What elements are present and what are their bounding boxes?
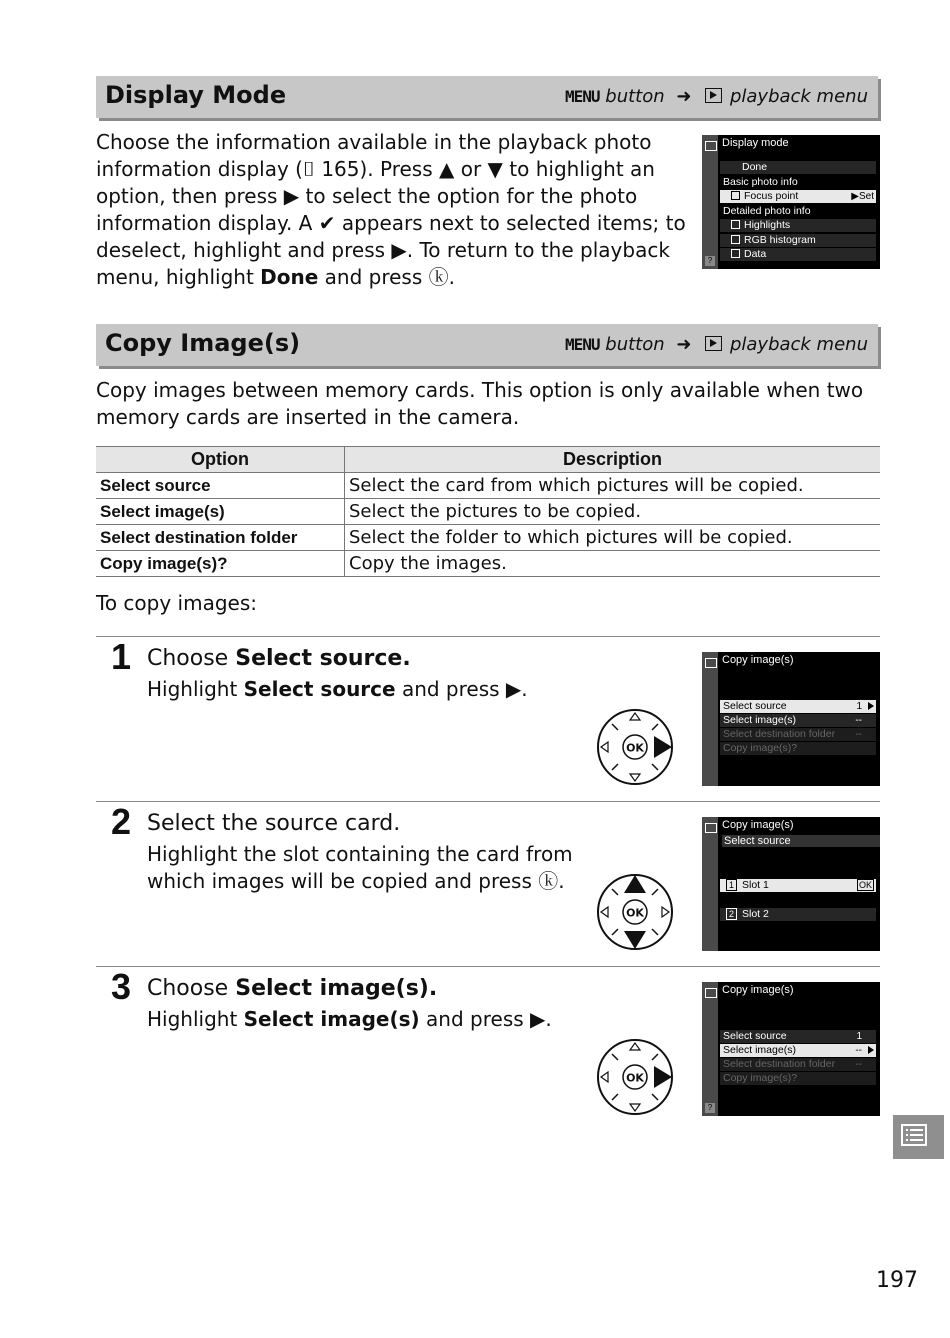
menu-word: MENU <box>565 335 600 354</box>
select-source-row <box>720 700 876 713</box>
body-line: information display. A ✔ appears next to selected items; to <box>96 211 686 235</box>
step-text <box>147 676 528 703</box>
screen-title: Copy image(s) <box>722 984 794 996</box>
playback-icon <box>705 988 717 998</box>
row-value: -- <box>855 715 862 726</box>
row-label: Copy image(s)? <box>723 742 798 754</box>
menu-strip <box>702 817 718 951</box>
row-value: -- <box>855 1045 862 1056</box>
row-label: Select source <box>723 700 787 712</box>
select-folder-row <box>720 1058 876 1071</box>
screen-title: Copy image(s) <box>722 819 794 831</box>
text: menu, highlight <box>96 265 261 289</box>
bold-term: Select image(s) <box>243 1007 420 1031</box>
playback-menu-tab <box>893 1115 944 1159</box>
rgb-label: RGB histogram <box>744 234 816 246</box>
body-line: option, then press ▶ to select the option for the photo <box>96 184 638 208</box>
option-cell: Select destination folder <box>96 525 345 551</box>
menu-path <box>565 86 868 107</box>
bold-term: Select image(s). <box>235 976 438 1001</box>
display-mode-header <box>96 76 878 118</box>
done-term: Done <box>260 265 319 289</box>
intro-line: memory cards are inserted in the camera. <box>96 405 520 429</box>
text: Highlight <box>147 677 244 701</box>
text: and press ▶. <box>419 1007 552 1031</box>
option-cell: Copy image(s)? <box>96 551 345 577</box>
row-label: Select destination folder <box>723 728 836 740</box>
detailed-label: Detailed photo info <box>723 205 811 217</box>
select-images-row <box>720 714 876 727</box>
step-text <box>147 841 573 895</box>
step-divider <box>96 966 880 967</box>
select-images-row <box>720 1044 876 1057</box>
section-title: Display Mode <box>105 81 287 109</box>
body-line: deselect, highlight and press ▶. To return to the playback <box>96 238 670 262</box>
section-title: Copy Image(s) <box>105 329 301 357</box>
highlights-row <box>720 219 876 232</box>
row-value: -- <box>855 729 862 740</box>
rgb-row <box>720 234 876 247</box>
display-mode-screen <box>702 135 880 269</box>
step-title <box>147 976 437 1001</box>
select-folder-row <box>720 728 876 741</box>
button-text: button <box>605 86 665 107</box>
slot-2-row <box>720 908 876 921</box>
text: and press ⓚ. <box>318 265 455 289</box>
bold-term: Select source. <box>235 646 411 671</box>
text-line: which images will be copied and press ⓚ. <box>147 869 565 893</box>
table-row <box>96 525 880 551</box>
table-row <box>96 499 880 525</box>
select-source-screen <box>702 652 880 786</box>
description-cell: Select the card from which pictures will be copied. <box>345 473 881 499</box>
body-line <box>96 264 686 291</box>
step-number: 2 <box>111 801 132 842</box>
arrow-icon: ➜ <box>676 334 692 355</box>
body-line: information display (⌷ 165). Press ▲ or ▼ to highlight an <box>96 157 655 181</box>
table-header-row <box>96 447 880 473</box>
step-divider <box>96 636 880 637</box>
svg-text:OK: OK <box>626 906 644 920</box>
menu-name: playback menu <box>729 86 868 107</box>
step-title <box>147 646 411 671</box>
data-label: Data <box>744 248 767 260</box>
slot-label: Slot 2 <box>742 908 769 920</box>
description-cell: Copy the images. <box>345 551 881 577</box>
select-card-screen <box>702 817 880 951</box>
focus-point-row <box>720 190 876 203</box>
playback-icon <box>705 658 717 668</box>
text: and press ▶. <box>395 677 528 701</box>
text: Highlight <box>147 1007 244 1031</box>
display-mode-body <box>96 129 686 291</box>
step-divider <box>96 801 880 802</box>
help-icon: ? <box>705 256 715 266</box>
playback-icon <box>705 336 722 351</box>
screen-title: Display mode <box>722 137 789 149</box>
copy-images-row <box>720 742 876 755</box>
detailed-row <box>720 205 876 218</box>
menu-strip <box>702 652 718 786</box>
checkbox-icon <box>731 220 740 229</box>
step-number: 1 <box>111 636 132 677</box>
row-value: -- <box>855 1059 862 1070</box>
button-text: button <box>605 334 665 355</box>
menu-strip <box>702 135 718 269</box>
card-1-icon: 1 <box>856 1031 862 1042</box>
select-images-screen <box>702 982 880 1116</box>
body-line: Choose the information available in the playback photo <box>96 130 652 154</box>
intro-line: Copy images between memory cards. This option is only available when two <box>96 378 864 402</box>
screen-title: Copy image(s) <box>722 654 794 666</box>
row-label: Copy image(s)? <box>723 1072 798 1084</box>
step-number: 3 <box>111 966 132 1007</box>
svg-text:OK: OK <box>626 741 644 755</box>
text-line: Highlight the slot containing the card from <box>147 842 573 866</box>
focus-label: Focus point <box>744 190 799 202</box>
multi-selector-updown-icon <box>596 873 674 951</box>
basic-label: Basic photo info <box>723 176 798 188</box>
done-label: Done <box>742 161 768 173</box>
option-cell: Select image(s) <box>96 499 345 525</box>
checkbox-icon <box>731 249 740 258</box>
options-table <box>96 446 880 577</box>
menu-path <box>565 334 868 355</box>
ok-icon: OK <box>858 880 872 890</box>
card-2-icon: 2 <box>726 908 737 920</box>
menu-word: MENU <box>565 87 600 106</box>
table-row <box>96 473 880 499</box>
list-icon <box>893 1115 944 1159</box>
step-text <box>147 1006 552 1033</box>
menu-strip <box>702 982 718 1116</box>
highlights-label: Highlights <box>744 219 791 231</box>
right-arrow-icon <box>868 702 874 710</box>
multi-selector-right-icon <box>596 1038 674 1116</box>
column-header: Description <box>345 447 881 473</box>
playback-icon <box>705 141 717 151</box>
description-cell: Select the pictures to be copied. <box>345 499 881 525</box>
option-cell: Select source <box>96 473 345 499</box>
right-arrow-icon <box>868 1046 874 1054</box>
help-icon: ? <box>705 1103 715 1113</box>
select-source-row <box>720 1030 876 1043</box>
card-1-icon: 1 <box>856 701 862 712</box>
row-label: Select destination folder <box>723 1058 836 1070</box>
checkbox-icon <box>731 191 740 200</box>
playback-icon <box>705 88 722 103</box>
text: Choose <box>147 646 236 671</box>
set-label: ▶Set <box>851 191 874 202</box>
basic-row <box>720 176 876 189</box>
copy-intro <box>96 377 880 431</box>
text: Choose <box>147 976 236 1001</box>
table-row <box>96 551 880 577</box>
svg-text:OK: OK <box>626 1071 644 1085</box>
data-row <box>720 248 876 261</box>
done-row <box>720 161 876 174</box>
screen-subtitle: Select source <box>722 835 880 847</box>
column-header: Option <box>96 447 345 473</box>
description-cell: Select the folder to which pictures will be copied. <box>345 525 881 551</box>
card-1-icon: 1 <box>726 879 737 891</box>
menu-name: playback menu <box>729 334 868 355</box>
bold-term: Select source <box>243 677 396 701</box>
to-copy-text: To copy images: <box>96 591 257 615</box>
playback-icon <box>705 823 717 833</box>
copy-images-row <box>720 1072 876 1085</box>
multi-selector-right-icon <box>596 708 674 786</box>
row-label: Select image(s) <box>723 714 796 726</box>
row-label: Select image(s) <box>723 1044 796 1056</box>
page-number: 197 <box>876 1268 918 1293</box>
slot-label: Slot 1 <box>742 879 769 891</box>
row-label: Select source <box>723 1030 787 1042</box>
slot-1-row <box>720 879 876 892</box>
copy-images-header <box>96 324 878 366</box>
step-title: Select the source card. <box>147 811 401 836</box>
arrow-icon: ➜ <box>676 86 692 107</box>
checkbox-icon <box>731 235 740 244</box>
